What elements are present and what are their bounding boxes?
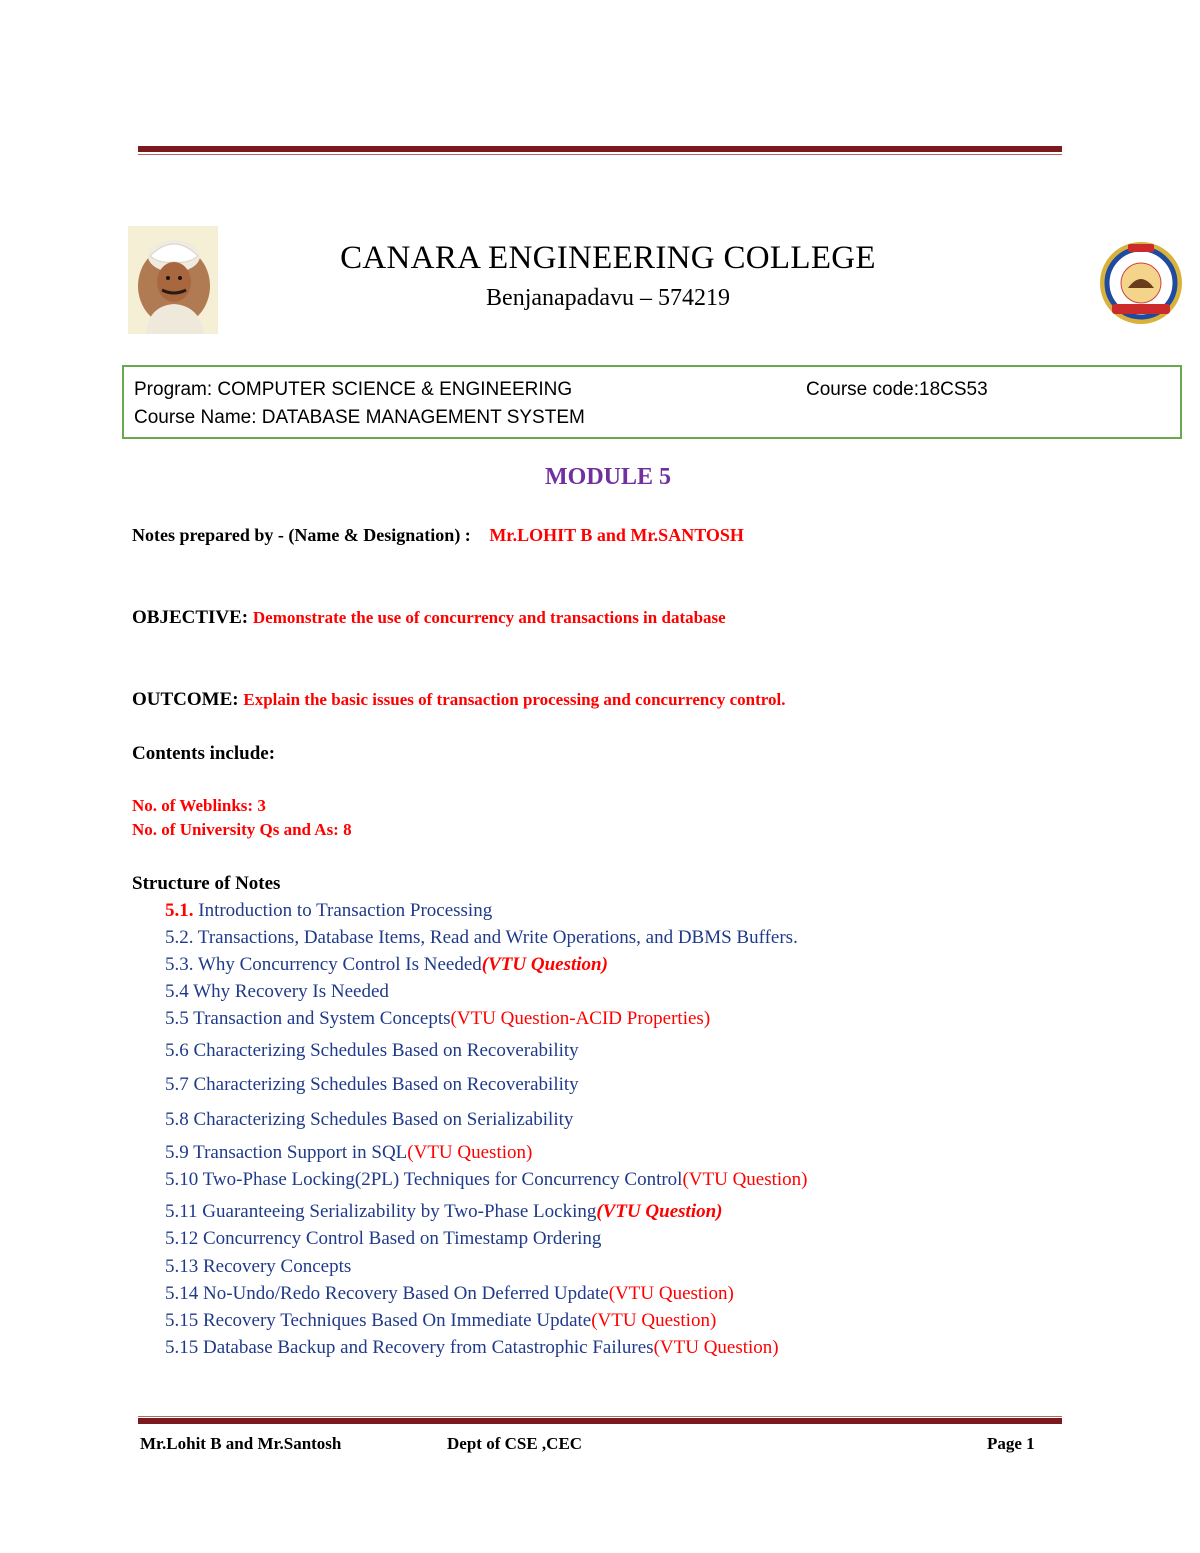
module-title: MODULE 5	[545, 464, 671, 490]
footer-page-number: Page 1	[987, 1434, 1035, 1453]
footer-rule-thick	[138, 1418, 1062, 1424]
university-qs-count: No. of University Qs and As: 8	[132, 820, 352, 839]
outcome-line	[132, 689, 786, 711]
college-address: Benjanapadavu – 574219	[486, 285, 730, 311]
toc-item: 5.8 Characterizing Schedules Based on Serializability	[165, 1109, 574, 1130]
toc-item: 5.3. Why Concurrency Control Is Needed(VTU Question)	[165, 954, 608, 975]
toc-item: 5.10 Two-Phase Locking(2PL) Techniques for Concurrency Control(VTU Question)	[165, 1169, 808, 1190]
header-rule-thin	[138, 154, 1062, 155]
toc-item: 5.1. Introduction to Transaction Processing	[165, 900, 493, 921]
college-seal-logo	[1098, 240, 1184, 326]
footer-authors: Mr.Lohit B and Mr.Santosh	[140, 1434, 342, 1453]
structure-heading: Structure of Notes	[132, 873, 281, 894]
objective-label: OBJECTIVE:	[132, 607, 249, 628]
header-rule-thick	[138, 146, 1062, 152]
weblinks-count: No. of Weblinks: 3	[132, 796, 266, 815]
contents-heading: Contents include:	[132, 743, 276, 764]
program-text: Program: COMPUTER SCIENCE & ENGINEERING	[134, 379, 573, 400]
notes-prepared-by	[132, 525, 744, 546]
toc-item: 5.12 Concurrency Control Based on Timestamp Ordering	[165, 1228, 602, 1249]
notes-authors: Mr.LOHIT B and Mr.SANTOSH	[489, 525, 744, 545]
college-name: CANARA ENGINEERING COLLEGE	[340, 240, 876, 276]
toc-item: 5.15 Database Backup and Recovery from Catastrophic Failures(VTU Question)	[165, 1337, 779, 1358]
toc-item: 5.6 Characterizing Schedules Based on Recoverability	[165, 1040, 579, 1061]
toc-item: 5.14 No-Undo/Redo Recovery Based On Deferred Update(VTU Question)	[165, 1283, 734, 1304]
toc-item: 5.11 Guaranteeing Serializability by Two-Phase Locking(VTU Question)	[165, 1201, 723, 1222]
toc-item: 5.7 Characterizing Schedules Based on Recoverability	[165, 1074, 579, 1095]
course-info-box	[122, 365, 1182, 439]
course-code-text: Course code:18CS53	[806, 379, 988, 400]
toc-item: 5.5 Transaction and System Concepts(VTU Question-ACID Properties)	[165, 1008, 711, 1029]
notes-label: Notes prepared by - (Name & Designation) :	[132, 525, 471, 545]
objective-text: Demonstrate the use of concurrency and transactions in database	[252, 608, 726, 627]
outcome-label: OUTCOME:	[132, 689, 239, 710]
toc-item: 5.9 Transaction Support in SQL(VTU Question)	[165, 1142, 533, 1163]
toc-item: 5.4 Why Recovery Is Needed	[165, 981, 389, 1002]
toc-item: 5.2. Transactions, Database Items, Read and Write Operations, and DBMS Buffers.	[165, 927, 798, 948]
objective-line	[132, 607, 726, 629]
footer-rule-thin	[138, 1416, 1062, 1417]
toc-item: 5.13 Recovery Concepts	[165, 1256, 352, 1277]
toc-item: 5.15 Recovery Techniques Based On Immediate Update(VTU Question)	[165, 1310, 717, 1331]
footer-department: Dept of CSE ,CEC	[447, 1434, 583, 1453]
outcome-text: Explain the basic issues of transaction processing and concurrency control.	[243, 690, 786, 709]
course-name-text: Course Name: DATABASE MANAGEMENT SYSTEM	[134, 407, 585, 428]
